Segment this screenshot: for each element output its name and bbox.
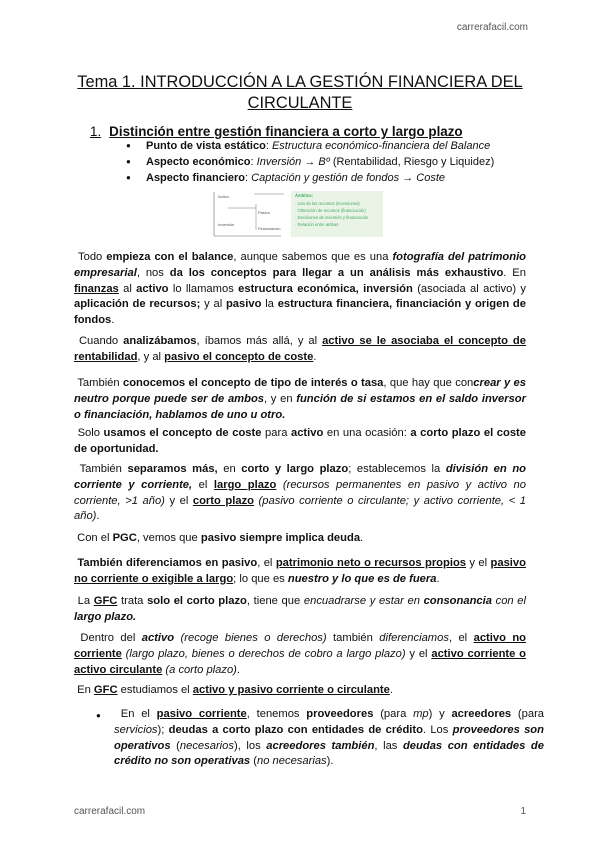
paragraph-pgc: Con el PGC, vemos que pasivo siempre implica deuda. bbox=[77, 532, 364, 544]
paragraph-terms: También separamos más, en corto y largo plazo; establecemos la división en no corriente y corriente, el largo plazo (recursos permanentes en pasivo y activo no corriente, >1 año) y el corto plazo (pasivo corriente o circulante; y activo corriente, < 1 año). bbox=[74, 463, 527, 523]
diagram-label: Inversión bbox=[218, 222, 235, 227]
bullet-current-liabilities: ● En el pasivo corriente, tenemos proveedores (para mp) y acreedores (para servicios); deudas a corto plazo con entidades de crédito. Los proveedores son operativos (necesarios), los acreedores también, las deudas con entidades de crédito no son operativas (no necesarias). bbox=[96, 707, 544, 770]
paragraph-balance: Todo empieza con el balance, aunque sabemos que es una fotografía del patrimonio empresarial, nos da los conceptos para llegar a un análisis más exhaustivo. En finanzas al activo lo llamamos estructura económica, inversión (asociada al activo) y aplicación de recursos; y al pasivo la estructura financiera, financiación y origen de fondos. bbox=[74, 251, 527, 327]
paragraph-liabilities: También diferenciamos en pasivo, el patrimonio neto o recursos propios y el pasivo no corriente o exigible a largo; lo que es nuestro y lo que es de fuera. bbox=[74, 557, 526, 585]
diagram-green-box bbox=[291, 191, 383, 237]
diagram-green-line: · Uso de los recursos (inversiones) bbox=[295, 201, 360, 206]
paragraph-study: En GFC estudiamos el activo y pasivo corriente o circulante. bbox=[77, 684, 393, 696]
diagram-green-line: · Relación entre ambas bbox=[295, 222, 339, 227]
page-number: 1 bbox=[520, 806, 526, 817]
aspect-item: ● Aspecto financiero: Captación y gestión de fondos → Coste bbox=[118, 170, 494, 186]
paragraph-gfc: La GFC trata solo el corto plazo, tiene que encuadrarse y estar en consonancia con el largo plazo. bbox=[74, 595, 526, 623]
diagram-label: Pasivo bbox=[258, 210, 271, 215]
header-site: carrerafacil.com bbox=[456, 22, 528, 33]
footer-site: carrerafacil.com bbox=[74, 806, 146, 817]
section-number: 1. bbox=[90, 124, 102, 139]
diagram-green-title: Ámbitos: bbox=[295, 193, 314, 198]
aspect-item: ● Punto de vista estático: Estructura económico-financiera del Balance bbox=[118, 138, 494, 154]
section-heading bbox=[90, 124, 463, 139]
paragraph-analysis: Cuando analizábamos, íbamos más allá, y al activo se le asociaba el concepto de rentabilidad, y al pasivo el concepto de coste. bbox=[74, 335, 526, 363]
diagram-green-line: · Decisiones de inversión y financiación bbox=[295, 215, 369, 220]
section-title: Distinción entre gestión financiera a corto y largo plazo bbox=[109, 124, 463, 139]
paragraph-assets: Dentro del activo (recoge bienes o derechos) también diferenciamos, el activo no corriente (largo plazo, bienes o derechos de cobro a largo plazo) y el activo corriente o activo circulante (a corto plazo). bbox=[74, 632, 527, 676]
paragraph-cost: Solo usamos el concepto de coste para activo en una ocasión: a corto plazo el coste de oportunidad. bbox=[74, 427, 527, 455]
aspect-item: ● Aspecto económico: Inversión → Bº (Rentabilidad, Riesgo y Liquidez) bbox=[118, 154, 494, 170]
aspects-list bbox=[118, 138, 494, 186]
diagram-label: Financiación bbox=[258, 226, 281, 231]
paragraph-interest: También conocemos el concepto de tipo de interés o tasa, que hay que concrear y es neutro porque puede ser de ambos, y en función de si estamos en el saldo inversor o financiación, hablamos de uno u otro. bbox=[74, 377, 526, 421]
balance-diagram bbox=[206, 186, 386, 242]
diagram-label: Activo bbox=[218, 194, 229, 199]
page-title: Tema 1. INTRODUCCIÓN A LA GESTIÓN FINANCIERA DEL CIRCULANTE bbox=[77, 73, 523, 112]
diagram-green-line: · Obtención de recursos (financiación) bbox=[295, 208, 366, 213]
